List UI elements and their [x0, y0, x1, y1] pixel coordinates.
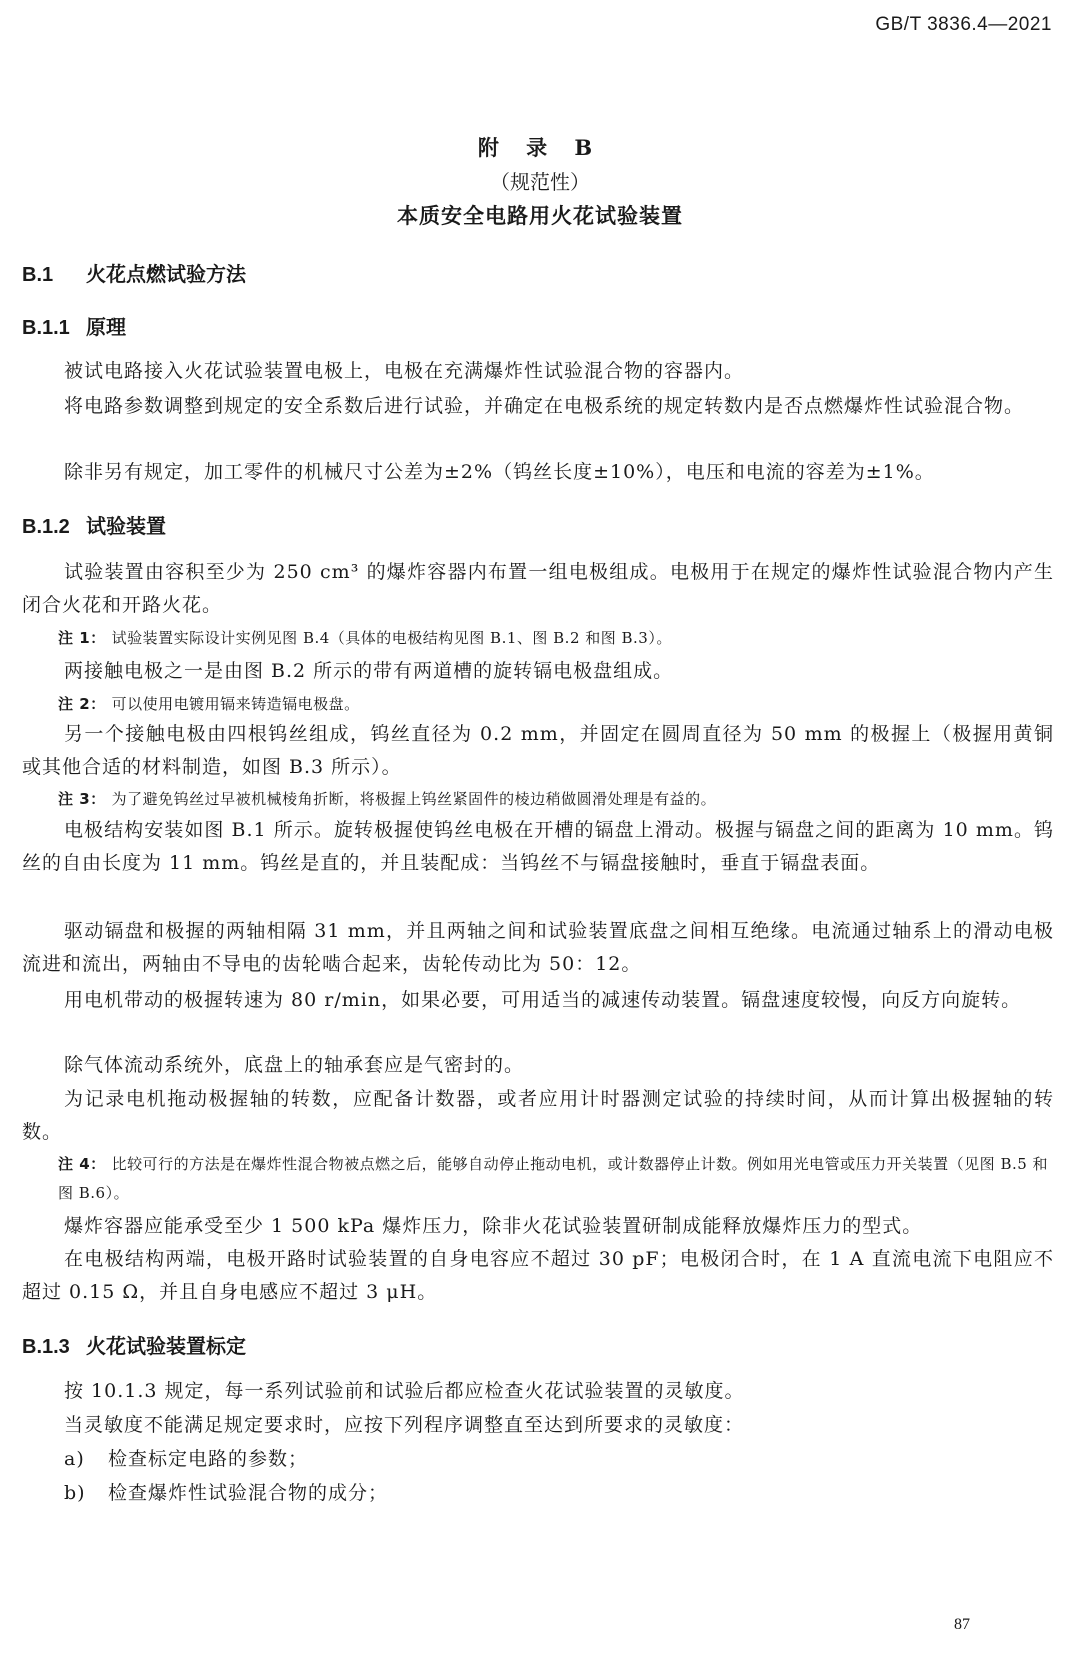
paragraph: 另一个接触电极由四根钨丝组成，钨丝直径为 0.2 mm，并固定在圆周直径为 50 mm 的极握上（极握用黄铜或其他合适的材料制造，如图 B.3 所示）。: [22, 723, 1054, 778]
note-label: 注 3：: [58, 790, 106, 808]
section-number: B.1.2: [22, 516, 70, 538]
page-number: 87: [954, 1616, 970, 1633]
section-number: B.1: [22, 264, 54, 286]
note-label: 注 2：: [58, 695, 106, 713]
paragraph: 试验装置由容积至少为 250 cm³ 的爆炸容器内布置一组电极组成。电极用于在规定的爆炸性试验混合物内产生闭合火花和开路火花。: [22, 561, 1054, 616]
paragraph: 电极结构安装如图 B.1 所示。旋转极握使钨丝电极在开槽的镉盘上滑动。极握与镉盘之间的距离为 10 mm。钨丝的自由长度为 11 mm。钨丝是直的，并且装配成：当钨丝不与镉盘接触时，垂直于镉盘表面。: [22, 819, 1054, 874]
paragraph: 将电路参数调整到规定的安全系数后进行试验，并确定在电极系统的规定转数内是否点燃爆炸性试验混合物。: [64, 395, 1025, 417]
note-text: 可以使用电镀用镉来铸造镉电极盘。: [111, 695, 360, 713]
paragraph: 为记录电机拖动极握轴的转数，应配备计数器，或者应用计时器测定试验的持续时间，从而计算出极握轴的转数。: [22, 1088, 1054, 1143]
section-b13-heading: [22, 1330, 246, 1359]
paragraph: 当灵敏度不能满足规定要求时，应按下列程序调整直至达到所要求的灵敏度：: [64, 1414, 745, 1436]
note: [58, 1150, 1054, 1208]
paragraph: 被试电路接入火花试验装置电极上，电极在充满爆炸性试验混合物的容器内。: [64, 360, 745, 382]
note: [58, 624, 1054, 653]
note: [58, 785, 1054, 814]
section-b12-heading: [22, 510, 166, 539]
note-label: 注 1：: [58, 629, 106, 647]
list-item: [64, 1478, 388, 1505]
appendix-type: （规范性）: [490, 170, 590, 194]
note-text: 比较可行的方法是在爆炸性混合物被点燃之后，能够自动停止拖动电机，或计数器停止计数。例如用光电管或压力开关装置（见图 B.5 和图 B.6）。: [58, 1155, 1049, 1202]
list-item-label: a): [64, 1448, 85, 1470]
section-title: 火花点燃试验方法: [86, 262, 246, 286]
section-b1-heading: [22, 258, 246, 287]
list-item-label: b): [64, 1482, 86, 1504]
paragraph: 两接触电极之一是由图 B.2 所示的带有两道槽的旋转镉电极盘组成。: [64, 660, 674, 682]
section-title: 原理: [86, 315, 126, 339]
section-number: B.1.3: [22, 1336, 70, 1358]
appendix-label: 附 录 B: [477, 135, 603, 160]
note: [58, 690, 1054, 719]
section-b11-heading: [22, 311, 126, 340]
paragraph: 除气体流动系统外，底盘上的轴承套应是气密封的。: [64, 1054, 525, 1076]
list-item-text: 检查标定电路的参数；: [108, 1448, 309, 1470]
note-text: 为了避免钨丝过早被机械棱角折断，将极握上钨丝紧固件的棱边稍做圆滑处理是有益的。: [111, 790, 717, 808]
note-label: 注 4：: [58, 1155, 106, 1173]
section-title: 火花试验装置标定: [86, 1334, 246, 1358]
paragraph: 爆炸容器应能承受至少 1 500 kPa 爆炸压力，除非火花试验装置研制成能释放爆炸压力的型式。: [64, 1215, 923, 1237]
list-item: [64, 1444, 308, 1471]
standard-number: GB/T 3836.4—2021: [875, 14, 1052, 35]
paragraph: 按 10.1.3 规定，每一系列试验前和试验后都应检查火花试验装置的灵敏度。: [64, 1380, 745, 1402]
section-number: B.1.1: [22, 317, 70, 339]
section-title: 试验装置: [86, 514, 166, 538]
list-item-text: 检查爆炸性试验混合物的成分；: [108, 1482, 389, 1504]
paragraph: 驱动镉盘和极握的两轴相隔 31 mm，并且两轴之间和试验装置底盘之间相互绝缘。电流通过轴系上的滑动电极流进和流出，两轴由不导电的齿轮啮合起来，齿轮传动比为 50：12。: [22, 920, 1054, 975]
paragraph: 除非另有规定，加工零件的机械尺寸公差为±2%（钨丝长度±10%），电压和电流的容差为±1%。: [64, 461, 935, 483]
appendix-title: 本质安全电路用火花试验装置: [397, 203, 683, 228]
paragraph: 在电极结构两端，电极开路时试验装置的自身电容应不超过 30 pF；电极闭合时，在 1 A 直流电流下电阻应不超过 0.15 Ω，并且自身电感应不超过 3 μH。: [22, 1248, 1054, 1303]
note-text: 试验装置实际设计实例见图 B.4（具体的电极结构见图 B.1、图 B.2 和图 B.3）。: [111, 629, 672, 647]
paragraph: 用电机带动的极握转速为 80 r/min，如果必要，可用适当的减速传动装置。镉盘速度较慢，向反方向旋转。: [64, 989, 1022, 1011]
